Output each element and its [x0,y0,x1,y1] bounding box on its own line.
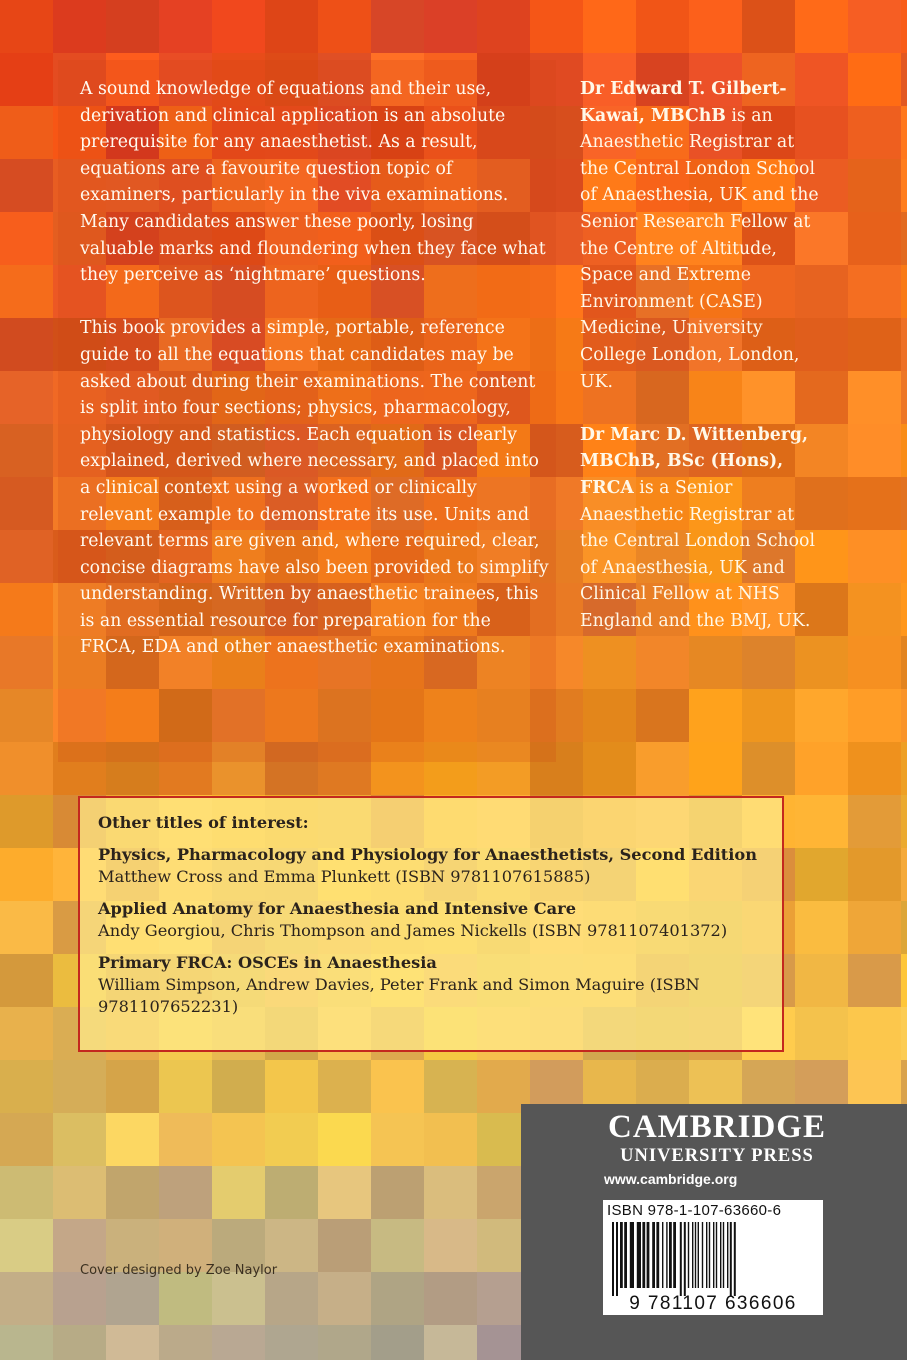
mosaic-tile [901,0,907,54]
mosaic-tile [795,901,849,955]
mosaic-tile [0,1325,54,1360]
barcode-bar [706,1222,707,1288]
mosaic-tile [901,636,907,690]
mosaic-tile [265,1166,319,1220]
mosaic-tile [848,477,902,531]
publisher-logo-subtitle: UNIVERSITY PRESS [620,1146,814,1166]
mosaic-tile [212,1325,266,1360]
mosaic-tile [159,1113,213,1167]
title-details: William Simpson, Andrew Davies, Peter Frank and Simon Maguire (ISBN 9781107652231) [98,975,700,1016]
barcode-bar [680,1222,682,1296]
barcode-bar [695,1222,696,1288]
mosaic-tile [53,1272,107,1326]
barcode-bar [727,1222,728,1288]
mosaic-tile [0,1219,54,1273]
mosaic-tile [0,848,54,902]
mosaic-tile [0,742,54,796]
mosaic-tile [212,1113,266,1167]
mosaic-tile [106,1166,160,1220]
mosaic-tile [159,1325,213,1360]
mosaic-tile [848,954,902,1008]
mosaic-tile [424,1166,478,1220]
mosaic-tile [848,212,902,266]
mosaic-tile [0,1113,54,1167]
mosaic-tile [371,1113,425,1167]
barcode-bar [652,1222,655,1288]
mosaic-tile [0,424,54,478]
mosaic-tile [424,1325,478,1360]
mosaic-tile [795,954,849,1008]
mosaic-tile [901,212,907,266]
mosaic-tile [0,265,54,319]
mosaic-tile [848,159,902,213]
mosaic-tile [318,1060,372,1114]
mosaic-tile [318,1219,372,1273]
mosaic-tile [901,371,907,425]
mosaic-tile [795,848,849,902]
mosaic-tile [0,901,54,955]
mosaic-tile [0,106,54,160]
barcode-bar [647,1222,650,1288]
barcode-bar [702,1222,703,1288]
mosaic-tile [795,0,849,54]
barcode-bar [662,1222,663,1288]
mosaic-tile [583,742,637,796]
mosaic-tile [848,106,902,160]
mosaic-tile [848,1007,902,1061]
barcode-bar [684,1222,686,1296]
barcode-bar [720,1222,721,1288]
barcode-bar [616,1222,618,1296]
mosaic-tile [53,1113,107,1167]
mosaic-tile [212,1166,266,1220]
mosaic-tile [0,477,54,531]
mosaic-tile [689,689,743,743]
mosaic-tile [901,318,907,372]
publisher-url: www.cambridge.org [604,1171,738,1187]
mosaic-tile [0,954,54,1008]
book-description [80,76,550,688]
mosaic-tile [159,0,213,54]
mosaic-tile [901,583,907,637]
mosaic-tile [848,689,902,743]
mosaic-tile [106,1060,160,1114]
barcode-bar [730,1222,732,1296]
mosaic-tile [53,0,107,54]
mosaic-tile [265,1272,319,1326]
other-titles-heading: Other titles of interest: [98,813,309,832]
barcode-bar [709,1222,710,1288]
mosaic-tile [901,742,907,796]
mosaic-tile [848,583,902,637]
mosaic-tile [0,212,54,266]
barcode-bar [666,1222,667,1288]
mosaic-tile [371,1060,425,1114]
mosaic-tile [53,1325,107,1360]
mosaic-tile [371,1272,425,1326]
barcode-bar [612,1222,614,1296]
mosaic-tile [0,795,54,849]
mosaic-tile [159,1060,213,1114]
author-name-2: Dr Marc D. Wittenberg, MBChB, BSc (Hons), FRCA [580,424,808,498]
mosaic-tile [424,1219,478,1273]
mosaic-tile [742,0,796,54]
mosaic-tile [901,424,907,478]
other-titles-box [78,796,784,1052]
mosaic-tile [848,742,902,796]
isbn-label: ISBN 978-1-107-63660-6 [607,1202,782,1219]
mosaic-tile [159,1272,213,1326]
mosaic-tile [901,795,907,849]
barcode-bar [716,1222,717,1288]
mosaic-tile [636,689,690,743]
barcode-bar [713,1222,714,1288]
mosaic-tile [848,318,902,372]
barcode-bar [620,1222,623,1288]
mosaic-tile [106,1272,160,1326]
barcode-bar [624,1222,627,1288]
mosaic-tile [318,1325,372,1360]
mosaic-tile [265,1325,319,1360]
author-bio-text-1: is an Anaesthetic Registrar at the Central London School of Anaesthesia, UK and the Senior Research Fellow at the Centre of Altitude, Space and Extreme Environment (CASE) Medicine, University College London, London, UK. [580,105,819,392]
mosaic-tile [53,1166,107,1220]
mosaic-tile [106,1325,160,1360]
mosaic-tile [0,53,54,107]
mosaic-tile [901,53,907,107]
mosaic-tile [477,0,531,54]
barcode-bar [723,1222,724,1288]
mosaic-tile [53,1060,107,1114]
mosaic-tile [848,371,902,425]
mosaic-tile [0,159,54,213]
mosaic-tile [901,477,907,531]
mosaic-tile [265,1113,319,1167]
mosaic-tile [848,530,902,584]
mosaic-tile [0,1007,54,1061]
mosaic-tile [0,318,54,372]
mosaic-tile [901,265,907,319]
title-name: Applied Anatomy for Anaesthesia and Intensive Care [98,899,576,918]
title-item [98,952,764,1018]
title-details: Matthew Cross and Emma Plunkett (ISBN 9781107615885) [98,867,591,886]
mosaic-tile [0,689,54,743]
author-bio-text-2: is a Senior Anaesthetic Registrar at the Central London School of Anaesthesia, UK and Clinical Fellow at NHS England and the BMJ, UK. [580,477,815,631]
mosaic-tile [901,1007,907,1061]
mosaic-tile [212,1272,266,1326]
description-paragraph-1: A sound knowledge of equations and their use, derivation and clinical application is an absolute prerequisite for any anaesthetist. As a result, equations are a favourite question topic of examiners, particularly in the viva examinations. Many candidates answer these poorly, losing valuable marks and floundering when they face what they perceive as ‘nightmare’ questions. [80,79,546,286]
mosaic-tile [265,1060,319,1114]
barcode-bar [688,1222,689,1288]
mosaic-tile [0,0,54,54]
mosaic-tile [0,1060,54,1114]
cover-credit: Cover designed by Zoe Naylor [80,1263,278,1278]
barcode-bar [673,1222,676,1288]
mosaic-tile [318,1166,372,1220]
mosaic-tile [636,0,690,54]
author-bio-1 [580,76,820,395]
mosaic-tile [848,848,902,902]
mosaic-tile [689,742,743,796]
mosaic-tile [371,1166,425,1220]
title-item [98,898,764,942]
mosaic-tile [583,0,637,54]
mosaic-tile [424,0,478,54]
mosaic-tile [901,106,907,160]
publisher-logo-name: CAMBRIDGE [607,1109,826,1145]
mosaic-tile [0,1272,54,1326]
title-item [98,844,764,888]
title-details: Andy Georgiou, Chris Thompson and James Nickells (ISBN 9781107401372) [98,921,728,940]
mosaic-tile [530,0,584,54]
mosaic-tile [901,901,907,955]
mosaic-tile [636,742,690,796]
mosaic-tile [848,901,902,955]
mosaic-tile [159,1166,213,1220]
mosaic-tile [0,1166,54,1220]
mosaic-tile [901,159,907,213]
mosaic-tile [795,689,849,743]
mosaic-tile [318,1113,372,1167]
mosaic-tile [424,1113,478,1167]
mosaic-tile [212,1060,266,1114]
mosaic-tile [371,1219,425,1273]
description-paragraph-2: This book provides a simple, portable, reference guide to all the equations that candidates may be asked about during their examinations. The content is split into four sections; physics, pharmacology, physiology and statistics. Each equation is clearly explained, derived where necessary, and placed into a clinical context using a worked or clinically relevant example to demonstrate its use. Units and relevant terms are given and, where required, clear, concise diagrams have also been provided to simplify understanding. Written by anaesthetic trainees, this is an essential resource for preparation for the FRCA, EDA and other anaesthetic examinations. [80,318,549,658]
title-name: Primary FRCA: OSCEs in Anaesthesia [98,953,437,972]
mosaic-tile [265,0,319,54]
mosaic-tile [318,1272,372,1326]
barcode-bar [637,1222,641,1288]
barcode-digits: 9 781107 636606 [629,1293,797,1314]
mosaic-tile [689,0,743,54]
barcode-bar [642,1222,645,1288]
mosaic-tile [0,636,54,690]
mosaic-tile [901,530,907,584]
mosaic-tile [371,1325,425,1360]
mosaic-tile [848,636,902,690]
mosaic-tile [848,795,902,849]
mosaic-tile [318,0,372,54]
mosaic-tile [848,53,902,107]
mosaic-tile [0,583,54,637]
mosaic-tile [742,742,796,796]
author-bio-2 [580,422,820,635]
barcode-bar [669,1222,672,1288]
mosaic-tile [848,424,902,478]
barcode-bar [656,1222,659,1288]
mosaic-tile [848,265,902,319]
barcode-icon [608,1222,820,1296]
mosaic-tile [583,689,637,743]
mosaic-tile [795,795,849,849]
mosaic-tile [0,530,54,584]
mosaic-tile [106,0,160,54]
author-bios [580,76,820,661]
mosaic-tile [901,848,907,902]
mosaic-tile [848,0,902,54]
mosaic-tile [212,0,266,54]
title-name: Physics, Pharmacology and Physiology for Anaesthetists, Second Edition [98,845,757,864]
mosaic-tile [106,1113,160,1167]
mosaic-tile [371,0,425,54]
mosaic-tile [795,1007,849,1061]
mosaic-tile [0,371,54,425]
mosaic-tile [424,1272,478,1326]
mosaic-tile [424,1060,478,1114]
author-name-1: Dr Edward T. Gilbert-Kawai, MBChB [580,79,787,126]
barcode-bar [698,1222,699,1288]
barcode-bar [692,1222,693,1288]
mosaic-tile [901,954,907,1008]
mosaic-tile [742,689,796,743]
mosaic-tile [901,689,907,743]
barcode-bar [734,1222,736,1296]
barcode-bar [630,1222,634,1288]
mosaic-tile [795,742,849,796]
